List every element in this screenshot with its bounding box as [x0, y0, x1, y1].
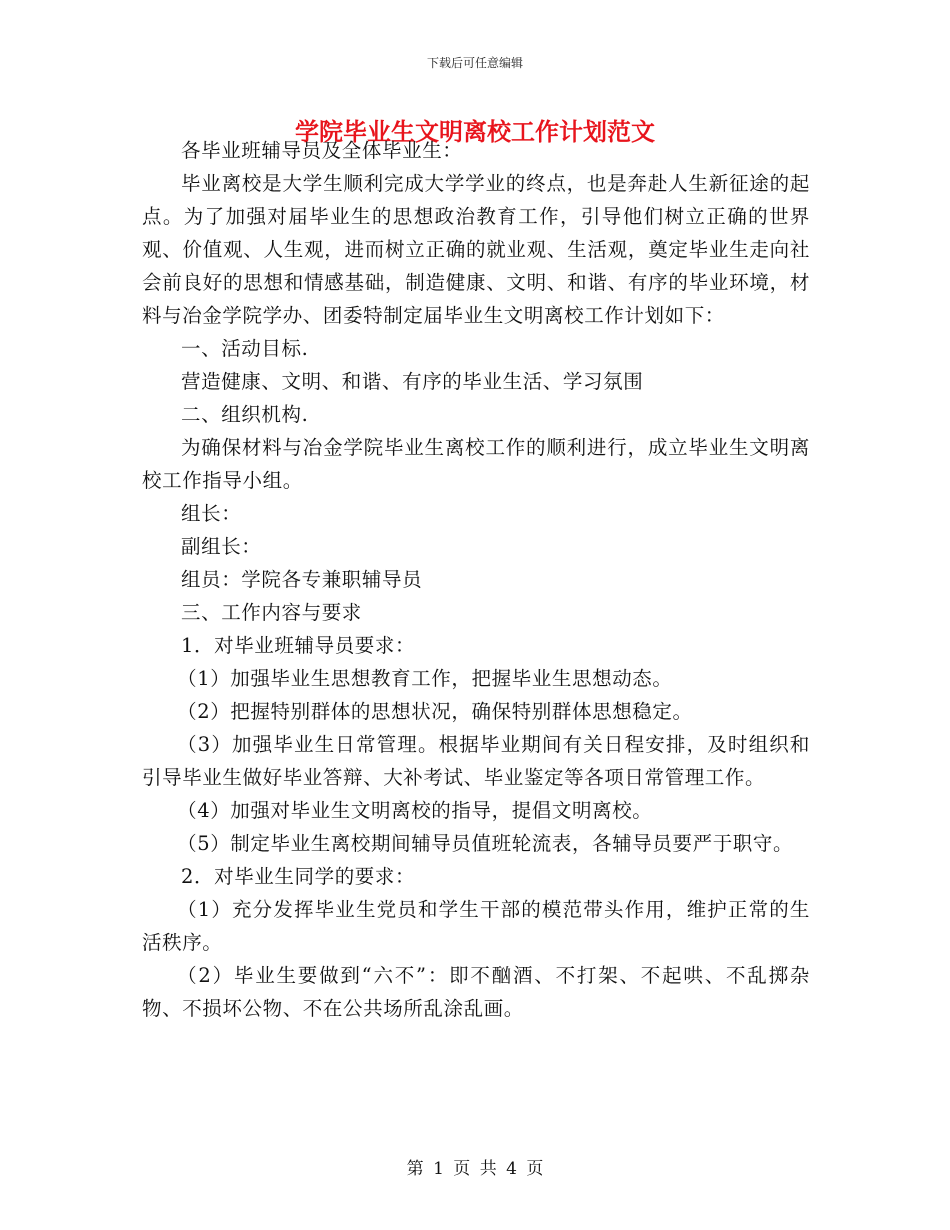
subsection-graduate-requirements: 2．对毕业生同学的要求：	[181, 865, 416, 888]
header-note: 下载后可任意编辑	[426, 56, 523, 70]
section-heading-organization: 二、组织机构.	[181, 403, 309, 426]
section-heading-goals: 一、活动目标.	[181, 337, 309, 360]
page-footer: 第 1 页 共 4 页	[406, 1159, 544, 1179]
document-body	[142, 134, 810, 1025]
intro-paragraph: 毕业离校是大学生顺利完成大学学业的终点，也是奔赴人生新征途的起点。为了加强对届毕业生的思想政治教育工作，引导他们树立正确的世界观、价值观、人生观，进而树立正确的就业观、生活观，奠定毕业生走向社会前良好的思想和情感基础，制造健康、文明、和谐、有序的毕业环境，材料与冶金学院学办、团委特制定届毕业生文明离校工作计划如下：	[142, 172, 810, 327]
list-item: （3）加强毕业生日常管理。根据毕业期间有关日程安排，及时组织和引导毕业生做好毕业答辩、大补考试、毕业鉴定等各项日常管理工作。	[142, 733, 810, 789]
list-item: （2）毕业生要做到“六不”：即不酗酒、不打架、不起哄、不乱掷杂物、不损坏公物、不在公共场所乱涂乱画。	[142, 964, 810, 1020]
subsection-counselor-requirements: 1．对毕业班辅导员要求：	[181, 634, 416, 657]
list-item: （4）加强对毕业生文明离校的指导，提倡文明离校。	[177, 799, 653, 822]
group-members: 组员：学院各专兼职辅导员	[181, 568, 423, 591]
list-item: （1）加强毕业生思想教育工作，把握毕业生思想动态。	[177, 667, 673, 690]
salutation: 各毕业班辅导员及全体毕业生：	[181, 139, 463, 162]
list-item: （2）把握特别群体的思想状况，确保特别群体思想稳定。	[177, 700, 693, 723]
deputy-group-leader: 副组长：	[181, 535, 262, 558]
list-item: （1）充分发挥毕业生党员和学生干部的模范带头作用，维护正常的生活秩序。	[142, 898, 810, 954]
list-item: （5）制定毕业生离校期间辅导员值班轮流表，各辅导员要严于职守。	[177, 832, 794, 855]
goals-text: 营造健康、文明、和谐、有序的毕业生活、学习氛围	[181, 370, 644, 393]
document-title: 学院毕业生文明离校工作计划范文	[295, 118, 655, 146]
section-heading-content: 三、工作内容与要求	[181, 601, 362, 624]
group-leader: 组长：	[181, 502, 242, 525]
organization-text: 为确保材料与冶金学院毕业生离校工作的顺利进行，成立毕业生文明离校工作指导小组。	[142, 436, 810, 492]
